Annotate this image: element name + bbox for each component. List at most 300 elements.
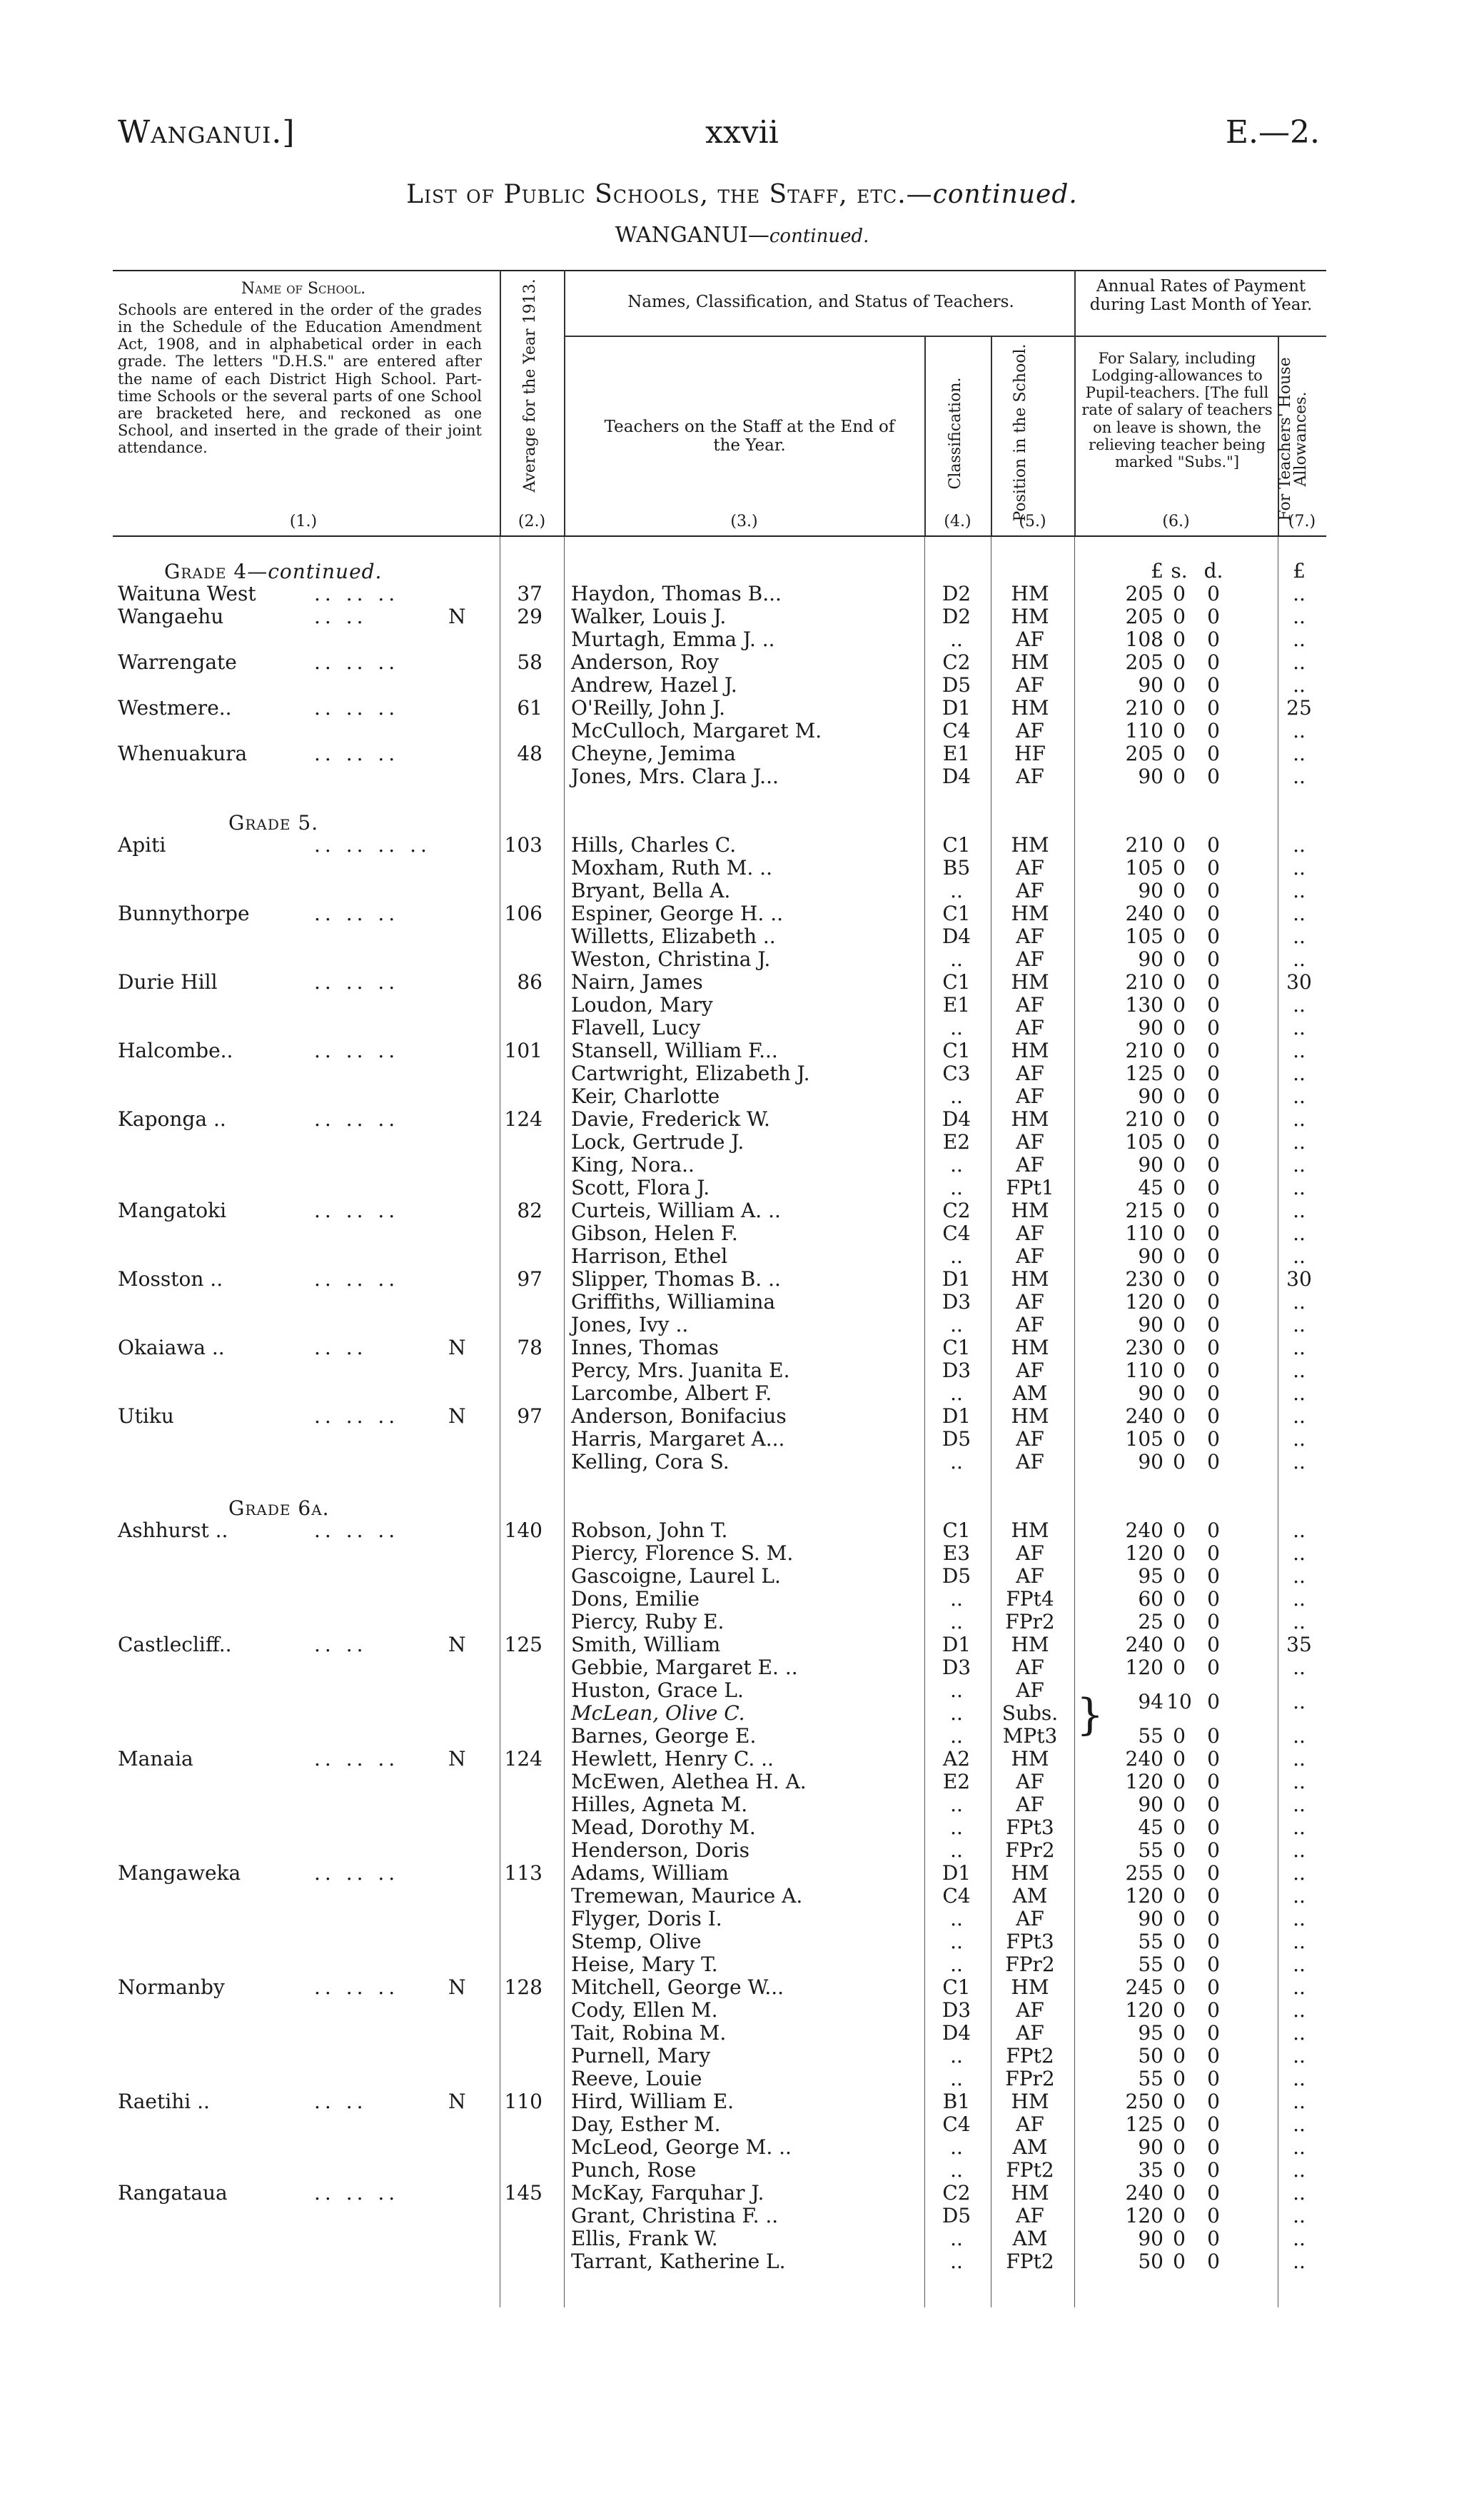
salary-shillings: 0 bbox=[1173, 1450, 1186, 1474]
table-row bbox=[0, 2113, 1484, 2136]
house-allowance: .. bbox=[1293, 1998, 1306, 2022]
position: AF bbox=[1016, 1153, 1044, 1177]
position: FPt3 bbox=[1006, 1930, 1054, 1953]
table-row bbox=[0, 1062, 1484, 1085]
house-allowance: 35 bbox=[1286, 1633, 1312, 1656]
salary-pence: 0 bbox=[1207, 1747, 1220, 1771]
house-allowance: .. bbox=[1293, 628, 1306, 651]
house-allowance: .. bbox=[1293, 2135, 1306, 2159]
table-row bbox=[0, 1816, 1484, 1839]
position: AF bbox=[1016, 1359, 1044, 1382]
teacher-name: Nairn, James bbox=[571, 970, 703, 994]
teacher-name: Robson, John T. bbox=[571, 1519, 728, 1542]
salary-shillings: 0 bbox=[1173, 970, 1186, 994]
salary-shillings: 0 bbox=[1173, 1199, 1186, 1222]
house-allowance: .. bbox=[1293, 1541, 1306, 1565]
house-allowance: .. bbox=[1293, 1610, 1306, 1633]
position: HM bbox=[1011, 1267, 1049, 1291]
table-row bbox=[0, 2045, 1484, 2068]
salary-pence: 0 bbox=[1207, 1039, 1220, 1062]
house-allowance: .. bbox=[1293, 605, 1306, 628]
classification: .. bbox=[950, 1930, 963, 1953]
position: AF bbox=[1016, 1450, 1044, 1474]
salary-pounds: 35 bbox=[1138, 2158, 1164, 2182]
salary-pence: 0 bbox=[1207, 2204, 1220, 2227]
position: HM bbox=[1011, 902, 1049, 925]
classification: D1 bbox=[942, 696, 971, 720]
position: AF bbox=[1016, 2021, 1044, 2045]
position: AF bbox=[1016, 1793, 1044, 1816]
salary-pence: 0 bbox=[1207, 582, 1220, 605]
salary-pounds: 50 bbox=[1138, 2250, 1164, 2273]
classification: E1 bbox=[942, 742, 971, 765]
table-row bbox=[0, 1679, 1484, 1702]
salary-pounds: 110 bbox=[1125, 719, 1164, 742]
house-allowance: .. bbox=[1293, 1450, 1306, 1474]
salary-pence: 0 bbox=[1207, 1770, 1220, 1793]
col5-header: Position in the School. bbox=[1011, 343, 1029, 522]
teacher-name: Espiner, George H. .. bbox=[571, 902, 783, 925]
table-top-rule bbox=[113, 270, 1326, 271]
bracket-shared-salary: } bbox=[1076, 1690, 1104, 1740]
teacher-name: Loudon, Mary bbox=[571, 993, 713, 1017]
grade-heading: Grade 5. bbox=[228, 811, 319, 835]
position: AF bbox=[1016, 1541, 1044, 1565]
table-row bbox=[0, 1953, 1484, 1976]
salary-pounds: 240 bbox=[1125, 1519, 1164, 1542]
position: AM bbox=[1012, 2227, 1048, 2250]
teacher-name: Murtagh, Emma J. .. bbox=[571, 628, 775, 651]
classification: D1 bbox=[942, 1633, 971, 1656]
average-attendance: 101 bbox=[504, 1039, 542, 1062]
col1-number: (1.) bbox=[289, 513, 318, 530]
house-allowance: .. bbox=[1293, 1427, 1306, 1451]
table-row bbox=[0, 765, 1484, 788]
classification: C1 bbox=[942, 1336, 971, 1359]
salary-pounds: 205 bbox=[1125, 582, 1164, 605]
school-marker: N bbox=[448, 1336, 466, 1359]
house-allowance: .. bbox=[1293, 1199, 1306, 1222]
salary-pounds: 240 bbox=[1125, 2181, 1164, 2205]
position: HM bbox=[1011, 1336, 1049, 1359]
salary-pence: 0 bbox=[1207, 742, 1220, 765]
table-row bbox=[0, 742, 1484, 765]
salary-pounds: 108 bbox=[1125, 628, 1164, 651]
leader-dots: .. .. .. bbox=[314, 1404, 400, 1428]
col6-header: For Salary, including Lodging-allowances to Pupil-teachers. [The full rate of salary of teachers on leave is shown, the relieving teacher being marked "Subs."] bbox=[1081, 350, 1273, 470]
grade-heading: Grade 6a. bbox=[228, 1496, 330, 1520]
table-row bbox=[0, 2250, 1484, 2273]
table-row bbox=[0, 1336, 1484, 1359]
salary-shillings: 0 bbox=[1173, 696, 1186, 720]
salary-shillings: 0 bbox=[1173, 1039, 1186, 1062]
classification: .. bbox=[950, 1610, 963, 1633]
salary-pence: 0 bbox=[1207, 2112, 1220, 2136]
table-row bbox=[0, 1999, 1484, 2022]
grade-heading: Grade 4—continued. bbox=[164, 560, 383, 583]
salary-shillings: 0 bbox=[1173, 1084, 1186, 1108]
salary-shillings: 0 bbox=[1173, 833, 1186, 857]
position: HM bbox=[1011, 1861, 1049, 1885]
classification: D2 bbox=[942, 605, 971, 628]
salary-pence: 0 bbox=[1207, 2227, 1220, 2250]
salary-pence: 0 bbox=[1207, 1793, 1220, 1816]
house-allowance: .. bbox=[1293, 1290, 1306, 1314]
average-attendance: 37 bbox=[517, 582, 542, 605]
salary-pounds: 110 bbox=[1125, 1359, 1164, 1382]
position: AF bbox=[1016, 628, 1044, 651]
currency-pound-allowance: £ bbox=[1293, 559, 1306, 583]
average-attendance: 128 bbox=[504, 1975, 542, 1999]
position: AM bbox=[1012, 1884, 1048, 1908]
school-name: Mangatoki bbox=[118, 1199, 227, 1222]
salary-pounds: 105 bbox=[1125, 1427, 1164, 1451]
position: FPt2 bbox=[1006, 2044, 1054, 2068]
teacher-name: Grant, Christina F. .. bbox=[571, 2204, 779, 2227]
house-allowance: .. bbox=[1293, 2250, 1306, 2273]
salary-shillings: 0 bbox=[1173, 1153, 1186, 1177]
salary-pence: 0 bbox=[1207, 1016, 1220, 1039]
salary-pounds: 55 bbox=[1138, 1953, 1164, 1976]
salary-pence: 0 bbox=[1207, 2090, 1220, 2113]
salary-shillings: 0 bbox=[1173, 1016, 1186, 1039]
house-allowance: .. bbox=[1293, 742, 1306, 765]
house-allowance: .. bbox=[1293, 1336, 1306, 1359]
school-name: Wangaehu bbox=[118, 605, 224, 628]
salary-pence: 0 bbox=[1207, 1313, 1220, 1336]
position: AF bbox=[1016, 1244, 1044, 1268]
salary-pounds: 90 bbox=[1138, 2135, 1164, 2159]
leader-dots: .. .. bbox=[314, 1633, 368, 1656]
salary-pence: 0 bbox=[1207, 1450, 1220, 1474]
salary-pence: 0 bbox=[1207, 1656, 1220, 1679]
salary-shillings: 0 bbox=[1173, 1838, 1186, 1862]
average-attendance: 58 bbox=[517, 650, 542, 674]
leader-dots: .. .. .. bbox=[314, 650, 400, 674]
school-name: Manaia bbox=[118, 1747, 193, 1771]
classification: .. bbox=[950, 947, 963, 971]
average-attendance: 124 bbox=[504, 1107, 542, 1131]
document-code: E.—2. bbox=[1225, 114, 1320, 151]
salary-pence: 0 bbox=[1207, 719, 1220, 742]
house-allowance: .. bbox=[1293, 1222, 1306, 1245]
table-row bbox=[0, 651, 1484, 674]
house-allowance: .. bbox=[1293, 2112, 1306, 2136]
position: HM bbox=[1011, 650, 1049, 674]
teacher-name: Harris, Margaret A... bbox=[571, 1427, 785, 1451]
salary-pence: 0 bbox=[1207, 605, 1220, 628]
salary-pence: 0 bbox=[1207, 1884, 1220, 1908]
salary-pounds: 95 bbox=[1138, 2021, 1164, 2045]
salary-pence: 0 bbox=[1207, 1176, 1220, 1199]
school-name: Kaponga .. bbox=[118, 1107, 226, 1131]
classification: .. bbox=[950, 1381, 963, 1405]
table-row bbox=[0, 1633, 1484, 1656]
average-attendance: 140 bbox=[504, 1519, 542, 1542]
classification: .. bbox=[950, 1953, 963, 1976]
school-name: Warrengate bbox=[118, 650, 237, 674]
col1-title: Name of School. bbox=[241, 280, 366, 298]
salary-shillings: 0 bbox=[1173, 902, 1186, 925]
salary-shillings: 0 bbox=[1173, 947, 1186, 971]
salary-pounds: 205 bbox=[1125, 742, 1164, 765]
salary-shillings: 0 bbox=[1173, 2250, 1186, 2273]
salary-pounds: 60 bbox=[1138, 1587, 1164, 1611]
teacher-name: Mitchell, George W... bbox=[571, 1975, 784, 1999]
col5-number: (5.) bbox=[1019, 513, 1046, 530]
salary-pence: 0 bbox=[1207, 1427, 1220, 1451]
salary-pounds: 120 bbox=[1125, 2204, 1164, 2227]
salary-pounds: 90 bbox=[1138, 1793, 1164, 1816]
school-marker: N bbox=[448, 1747, 466, 1771]
house-allowance: .. bbox=[1293, 650, 1306, 674]
school-name: Rangataua bbox=[118, 2181, 228, 2205]
position: AF bbox=[1016, 1313, 1044, 1336]
classification: D5 bbox=[942, 2204, 971, 2227]
salary-shillings: 0 bbox=[1173, 605, 1186, 628]
table-row bbox=[0, 1039, 1484, 1062]
teacher-name: Smith, William bbox=[571, 1633, 721, 1656]
position: HM bbox=[1011, 1199, 1049, 1222]
salary-pounds: 90 bbox=[1138, 1244, 1164, 1268]
leader-dots: .. .. .. .. bbox=[314, 833, 431, 857]
classification: .. bbox=[950, 2135, 963, 2159]
salary-shillings: 0 bbox=[1173, 1176, 1186, 1199]
average-attendance: 86 bbox=[517, 970, 542, 994]
position: FPr2 bbox=[1005, 2067, 1055, 2090]
salary-shillings: 0 bbox=[1173, 765, 1186, 788]
leader-dots: .. .. .. bbox=[314, 1747, 400, 1771]
currency-pound: £ bbox=[1151, 559, 1164, 583]
col7-number: (7.) bbox=[1288, 513, 1316, 530]
position: HM bbox=[1011, 2181, 1049, 2205]
table-row bbox=[0, 2227, 1484, 2250]
classification: .. bbox=[950, 1153, 963, 1177]
position: AM bbox=[1012, 1381, 1048, 1405]
salary-pence: 0 bbox=[1207, 1290, 1220, 1314]
salary-shillings: 0 bbox=[1173, 1724, 1186, 1748]
classification: C1 bbox=[942, 970, 971, 994]
salary-pence: 0 bbox=[1207, 1519, 1220, 1542]
salary-shillings: 0 bbox=[1173, 1564, 1186, 1588]
classification: .. bbox=[950, 1793, 963, 1816]
house-allowance: .. bbox=[1293, 1313, 1306, 1336]
table-row bbox=[0, 1451, 1484, 1474]
teacher-name: Day, Esther M. bbox=[571, 2112, 721, 2136]
salary-pounds: 120 bbox=[1125, 1656, 1164, 1679]
classification: E3 bbox=[942, 1541, 971, 1565]
teacher-name: Hird, William E. bbox=[571, 2090, 735, 2113]
house-allowance: 30 bbox=[1286, 970, 1312, 994]
classification: D5 bbox=[942, 1427, 971, 1451]
position: HM bbox=[1011, 1107, 1049, 1131]
teacher-name: Cartwright, Elizabeth J. bbox=[571, 1062, 810, 1085]
position: AF bbox=[1016, 1084, 1044, 1108]
salary-pounds: 210 bbox=[1125, 696, 1164, 720]
position: AF bbox=[1016, 1222, 1044, 1245]
currency-pence: d. bbox=[1203, 559, 1223, 583]
position: HM bbox=[1011, 1404, 1049, 1428]
school-name: Halcombe.. bbox=[118, 1039, 233, 1062]
table-row bbox=[0, 2205, 1484, 2227]
salary-pence: 0 bbox=[1207, 1815, 1220, 1839]
salary-pounds: 120 bbox=[1125, 1998, 1164, 2022]
salary-pounds: 230 bbox=[1125, 1267, 1164, 1291]
page-number: xxvii bbox=[705, 114, 779, 151]
teacher-name: Henderson, Doris bbox=[571, 1838, 749, 1862]
table-row bbox=[0, 1291, 1484, 1314]
page-title: List of Public Schools, the Staff, etc.—continued. bbox=[406, 180, 1078, 209]
classification: D5 bbox=[942, 673, 971, 697]
classification: .. bbox=[950, 879, 963, 902]
running-header-left: Wanganui.] bbox=[118, 114, 296, 151]
leader-dots: .. .. .. bbox=[314, 1519, 400, 1542]
position: FPt1 bbox=[1006, 1176, 1054, 1199]
salary-shillings: 0 bbox=[1173, 2021, 1186, 2045]
table-row bbox=[0, 1359, 1484, 1382]
table-row bbox=[0, 948, 1484, 971]
salary-pounds: 90 bbox=[1138, 2227, 1164, 2250]
table-row bbox=[0, 2068, 1484, 2090]
classification: .. bbox=[950, 628, 963, 651]
salary-pence: 0 bbox=[1207, 1199, 1220, 1222]
average-attendance: 125 bbox=[504, 1633, 542, 1656]
leader-dots: .. .. .. bbox=[314, 1975, 400, 1999]
house-allowance: 25 bbox=[1286, 696, 1312, 720]
position: AF bbox=[1016, 1656, 1044, 1679]
salary-pence: 0 bbox=[1207, 1404, 1220, 1428]
teacher-name: Reeve, Louie bbox=[571, 2067, 702, 2090]
col4-number: (4.) bbox=[944, 513, 971, 530]
school-name: Mangaweka bbox=[118, 1861, 241, 1885]
classification: C1 bbox=[942, 1975, 971, 1999]
teacher-name: King, Nora.. bbox=[571, 1153, 695, 1177]
average-attendance: 97 bbox=[517, 1404, 542, 1428]
table-row bbox=[0, 1839, 1484, 1862]
header-divider bbox=[564, 270, 565, 535]
classification: C2 bbox=[942, 1199, 971, 1222]
salary-shillings: 0 bbox=[1173, 856, 1186, 880]
salary-pence: 0 bbox=[1207, 2181, 1220, 2205]
salary-shillings: 0 bbox=[1173, 719, 1186, 742]
house-allowance: .. bbox=[1293, 1953, 1306, 1976]
teacher-name: Davie, Frederick W. bbox=[571, 1107, 770, 1131]
col2-header: Average for the Year 1913. bbox=[521, 278, 539, 493]
classification: .. bbox=[950, 2067, 963, 2090]
house-allowance: .. bbox=[1293, 1815, 1306, 1839]
position: FPt2 bbox=[1006, 2250, 1054, 2273]
school-name: Castlecliff.. bbox=[118, 1633, 232, 1656]
salary-pence: 0 bbox=[1207, 1267, 1220, 1291]
house-allowance: .. bbox=[1293, 1381, 1306, 1405]
teacher-name: Weston, Christina J. bbox=[571, 947, 771, 971]
house-allowance: .. bbox=[1293, 947, 1306, 971]
salary-shillings: 0 bbox=[1173, 1633, 1186, 1656]
salary-shillings: 0 bbox=[1173, 1953, 1186, 1976]
table-row bbox=[0, 720, 1484, 742]
teacher-name: Adams, William bbox=[571, 1861, 729, 1885]
salary-pence: 0 bbox=[1207, 1633, 1220, 1656]
school-marker: N bbox=[448, 1633, 466, 1656]
teacher-name: Punch, Rose bbox=[571, 2158, 697, 2182]
table-row bbox=[0, 2090, 1484, 2113]
col2-number: (2.) bbox=[518, 513, 546, 530]
table-row bbox=[0, 1862, 1484, 1885]
position: AF bbox=[1016, 925, 1044, 948]
house-allowance: .. bbox=[1293, 2090, 1306, 2113]
table-row bbox=[0, 1131, 1484, 1154]
position: AM bbox=[1012, 2135, 1048, 2159]
salary-shillings: 0 bbox=[1173, 993, 1186, 1017]
position: HM bbox=[1011, 1747, 1049, 1771]
house-allowance: .. bbox=[1293, 902, 1306, 925]
average-attendance: 110 bbox=[504, 2090, 542, 2113]
salary-pounds: 120 bbox=[1125, 1770, 1164, 1793]
classification: .. bbox=[950, 1701, 963, 1725]
school-name: Raetihi .. bbox=[118, 2090, 210, 2113]
house-allowance: .. bbox=[1293, 1975, 1306, 1999]
salary-pounds: 210 bbox=[1125, 1039, 1164, 1062]
salary-pence: 0 bbox=[1207, 765, 1220, 788]
leader-dots: .. .. .. bbox=[314, 970, 400, 994]
col3-header: Teachers on the Staff at the End of the Year. bbox=[604, 418, 895, 455]
leader-dots: .. .. .. bbox=[314, 1107, 400, 1131]
table-row bbox=[0, 674, 1484, 697]
salary-shillings: 0 bbox=[1173, 1519, 1186, 1542]
table-row bbox=[0, 1725, 1484, 1748]
position: AF bbox=[1016, 765, 1044, 788]
teacher-name: Jones, Mrs. Clara J... bbox=[571, 765, 779, 788]
position: HM bbox=[1011, 696, 1049, 720]
salary-pounds: 230 bbox=[1125, 1336, 1164, 1359]
teacher-name: Hewlett, Henry C. .. bbox=[571, 1747, 774, 1771]
leader-dots: .. .. .. bbox=[314, 1267, 400, 1291]
classification: .. bbox=[950, 1016, 963, 1039]
school-name: Utiku bbox=[118, 1404, 174, 1428]
salary-pounds: 90 bbox=[1138, 1084, 1164, 1108]
position: HM bbox=[1011, 605, 1049, 628]
table-row bbox=[0, 1154, 1484, 1177]
classification: C1 bbox=[942, 1519, 971, 1542]
table-row bbox=[0, 994, 1484, 1017]
salary-shillings: 0 bbox=[1173, 1427, 1186, 1451]
salary-pounds: 125 bbox=[1125, 1062, 1164, 1085]
salary-pounds: 90 bbox=[1138, 673, 1164, 697]
salary-pence: 0 bbox=[1207, 902, 1220, 925]
table-row bbox=[0, 1017, 1484, 1039]
salary-shillings: 0 bbox=[1173, 2044, 1186, 2068]
salary-pence: 0 bbox=[1207, 1153, 1220, 1177]
teacher-name: Flavell, Lucy bbox=[571, 1016, 701, 1039]
salary-shillings: 0 bbox=[1173, 1130, 1186, 1154]
house-allowance: .. bbox=[1293, 1016, 1306, 1039]
position: HM bbox=[1011, 970, 1049, 994]
average-attendance: 103 bbox=[504, 833, 542, 857]
average-attendance: 97 bbox=[517, 1267, 542, 1291]
classification: D3 bbox=[942, 1290, 971, 1314]
table-row bbox=[0, 1771, 1484, 1793]
position: AF bbox=[1016, 1062, 1044, 1085]
salary-shillings: 0 bbox=[1173, 1244, 1186, 1268]
table-row bbox=[0, 1085, 1484, 1108]
house-allowance: .. bbox=[1293, 1564, 1306, 1588]
salary-pounds: 105 bbox=[1125, 1130, 1164, 1154]
salary-pounds: 45 bbox=[1138, 1176, 1164, 1199]
house-allowance: .. bbox=[1293, 1130, 1306, 1154]
salary-pence: 0 bbox=[1207, 1359, 1220, 1382]
teacher-name: Flyger, Doris I. bbox=[571, 1907, 722, 1930]
position: AF bbox=[1016, 879, 1044, 902]
